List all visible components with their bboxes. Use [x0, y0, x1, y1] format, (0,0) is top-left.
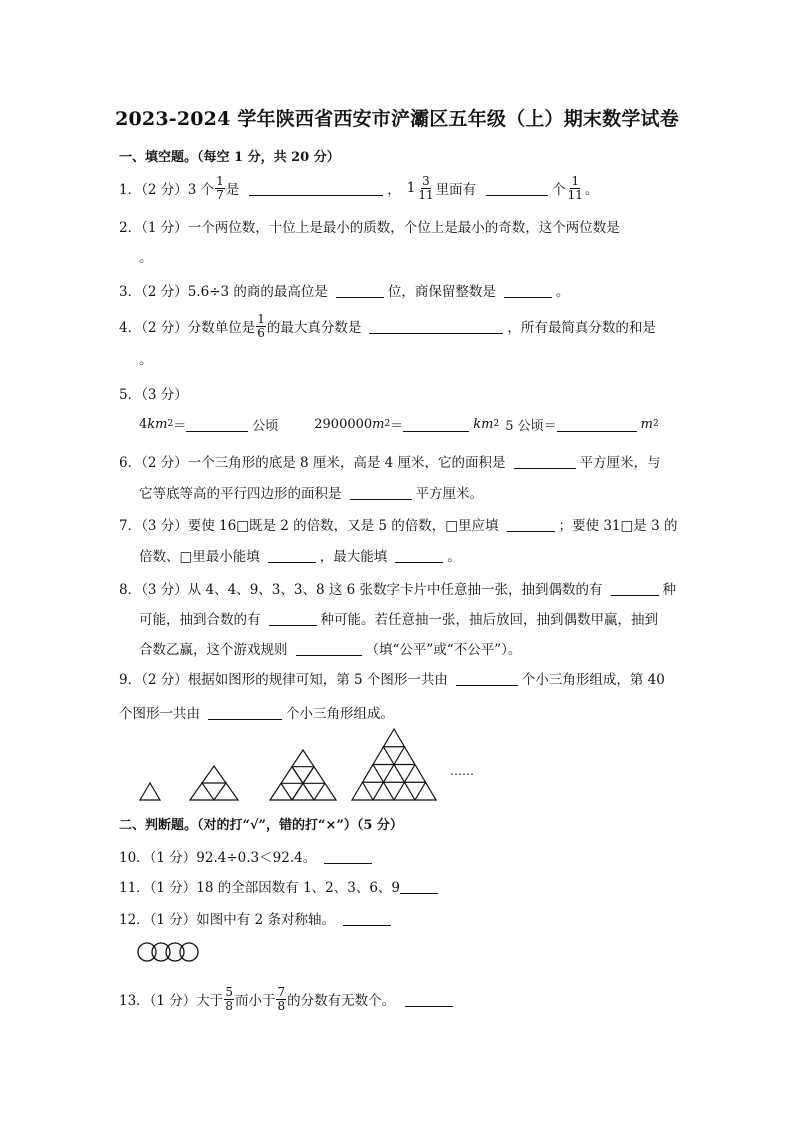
unit-km: km — [473, 416, 494, 432]
answer-blank[interactable] — [557, 417, 637, 432]
circle-2 — [152, 943, 170, 961]
q9-text-4: 个小三角形组成。 — [286, 706, 394, 722]
q1-text-2: 是 — [225, 182, 240, 198]
q4-end: 。 — [139, 352, 153, 368]
q5-b-value: 2900000 — [314, 416, 373, 432]
question-1 — [119, 173, 599, 202]
answer-blank[interactable] — [249, 181, 383, 196]
unit-m: m — [372, 416, 385, 432]
q3-text-3: 。 — [555, 284, 570, 300]
question-6 — [119, 449, 661, 473]
q6-text-3: 它等底等高的平行四边形的面积是 — [139, 486, 342, 502]
question-9-line2 — [119, 700, 394, 724]
q8-text: 8．（3 分）从 4、4、9、3、3、8 这 6 张数字卡片中任意抽一张，抽到偶数的有 — [119, 582, 603, 598]
q7-text-3: 倍数、□里最小能填 — [139, 549, 260, 565]
answer-blank[interactable] — [186, 417, 248, 432]
q1-text: 1．（2 分）3 个 — [119, 182, 215, 198]
q4-text-2: 的最大真分数是 — [266, 320, 362, 336]
q9-text-3: 个图形一共由 — [119, 706, 200, 722]
question-8-line2 — [139, 606, 658, 630]
question-8 — [119, 576, 676, 600]
circle-4 — [180, 943, 198, 961]
answer-blank[interactable] — [269, 611, 317, 626]
q7-text-2: ；要使 31□是 3 的 — [558, 518, 678, 534]
question-9 — [119, 666, 665, 690]
fraction-1-11: $\frac{1}{11}$ — [567, 173, 583, 202]
q6-text: 6．（2 分）一个三角形的底是 8 厘米，高是 4 厘米，它的面积是 — [119, 455, 506, 471]
equals-sign: ＝ — [173, 418, 187, 434]
answer-blank[interactable] — [324, 849, 372, 864]
sq-sup: 2 — [384, 419, 391, 429]
q8-text-6: （填“公平”或“不公平”）。 — [365, 642, 522, 658]
triangle-figure-3 — [270, 750, 336, 800]
triangle-figure-2 — [190, 766, 238, 800]
q3-text-2: 位，商保留整数是 — [387, 284, 496, 300]
answer-blank[interactable] — [336, 283, 384, 298]
page-title: 2023-2024 学年陕西省西安市浐灞区五年级（上）期末数学试卷 — [115, 108, 679, 130]
q4-text-3: ，所有最简真分数的和是 — [507, 320, 656, 336]
q1-text-4: 里面有 — [435, 182, 477, 198]
q1-text-3: ， — [387, 182, 401, 198]
question-8-line3 — [139, 636, 521, 660]
question-13 — [119, 984, 457, 1013]
q7-text: 7．（3 分）要使 16□既是 2 的倍数，又是 5 的倍数，□里应填 — [119, 518, 499, 534]
question-4 — [119, 311, 656, 340]
answer-blank[interactable] — [369, 319, 503, 334]
q5-c-text: 5 公顷＝ — [505, 418, 557, 434]
triangle-figure-4 — [352, 729, 436, 800]
mixed-whole: 1 — [406, 180, 416, 196]
answer-blank[interactable] — [405, 992, 453, 1007]
q5-a-value: 4 — [139, 416, 148, 432]
answer-blank[interactable] — [296, 641, 362, 656]
sq-sup: 2 — [493, 419, 500, 429]
section-2-heading: 二、判断题。（对的打“√”，错的打“×”）（5 分） — [119, 818, 403, 833]
answer-blank[interactable] — [504, 283, 552, 298]
answer-blank[interactable] — [208, 705, 282, 720]
sq-sup: 2 — [652, 419, 659, 429]
question-7 — [119, 512, 677, 536]
question-5-line2 — [139, 412, 659, 436]
unit-hectare: 公顷 — [252, 418, 279, 434]
q1-text-6: 。 — [584, 182, 599, 198]
answer-blank[interactable] — [268, 548, 316, 563]
question-2-line2 — [139, 244, 153, 268]
q4-text: 4．（2 分）分数单位是 — [119, 320, 256, 336]
answer-blank[interactable] — [343, 911, 391, 926]
q9-text-2: 个小三角形组成，第 40 — [521, 672, 665, 688]
answer-blank[interactable] — [507, 517, 555, 532]
ellipsis-text: …… — [450, 764, 474, 778]
question-6-line2 — [139, 480, 483, 504]
q8-text-3: 可能，抽到合数的有 — [139, 612, 261, 628]
fraction-7-8: $\frac{7}{8}$ — [277, 984, 286, 1013]
answer-blank[interactable] — [456, 671, 518, 686]
q13-text-2: 而小于 — [234, 993, 276, 1009]
fraction-5-8: $\frac{5}{8}$ — [225, 984, 233, 1013]
section-1-heading: 一、填空题。（每空 1 分，共 20 分） — [119, 150, 340, 165]
answer-blank[interactable] — [611, 581, 659, 596]
fraction-1-6: $\frac{1}{6}$ — [257, 311, 265, 340]
fraction-3-11: $\frac{3}{11}$ — [418, 173, 434, 202]
answer-blank[interactable] — [514, 454, 576, 469]
q9-text: 9．（2 分）根据如图形的规律可知，第 5 个图形一共由 — [119, 672, 448, 688]
fraction-1-7: $\frac{1}{7}$ — [216, 173, 224, 202]
q2-end: 。 — [139, 250, 153, 266]
answer-blank[interactable] — [395, 548, 443, 563]
answer-blank[interactable] — [400, 879, 438, 894]
triangle-figure-1 — [140, 783, 160, 800]
q7-text-4: ，最大能填 — [319, 549, 388, 565]
triangle-pattern-figure — [130, 725, 480, 805]
question-11 — [119, 874, 442, 898]
question-10 — [119, 844, 376, 868]
q5-text: 5．（3 分） — [119, 387, 188, 403]
q8-text-2: 种 — [662, 582, 677, 598]
equals-sign: ＝ — [390, 418, 404, 434]
question-5 — [119, 381, 188, 405]
q10-text: 10．（1 分）92.4÷0.3＜92.4。 — [119, 850, 317, 866]
four-circles-figure — [136, 941, 200, 963]
question-7-line2 — [139, 543, 461, 567]
q1-text-5: 个 — [552, 182, 566, 198]
q8-text-4: 种可能。若任意抽一张，抽后放回，抽到偶数甲赢，抽到 — [320, 612, 658, 628]
q3-text: 3．（2 分）5.6÷3 的商的最高位是 — [119, 284, 328, 300]
q11-text: 11．（1 分）18 的全部因数有 1、2、3、6、9 — [119, 880, 401, 896]
answer-blank[interactable] — [403, 417, 469, 432]
q6-text-2: 平方厘米，与 — [579, 455, 661, 471]
question-4-line2 — [139, 346, 153, 370]
q12-text: 12．（1 分）如图中有 2 条对称轴。 — [119, 912, 335, 928]
q2-text: 2．（1 分）一个两位数，十位上是最小的质数，个位上是最小的奇数，这个两位数是 — [119, 220, 620, 236]
question-3 — [119, 278, 569, 302]
question-12 — [119, 906, 395, 930]
circle-1 — [138, 943, 156, 961]
question-2 — [119, 214, 620, 238]
q8-text-5: 合数乙赢，这个游戏规则 — [139, 642, 288, 658]
q6-text-4: 平方厘米。 — [415, 486, 483, 502]
unit-km: km — [147, 416, 168, 432]
circle-3 — [166, 943, 184, 961]
q7-text-5: 。 — [447, 549, 461, 565]
unit-m: m — [640, 416, 653, 432]
sq-sup: 2 — [167, 419, 174, 429]
answer-blank[interactable] — [350, 485, 412, 500]
answer-blank[interactable] — [486, 181, 548, 196]
q13-text-3: 的分数有无数个。 — [287, 993, 396, 1009]
q13-text: 13．（1 分）大于 — [119, 993, 224, 1009]
